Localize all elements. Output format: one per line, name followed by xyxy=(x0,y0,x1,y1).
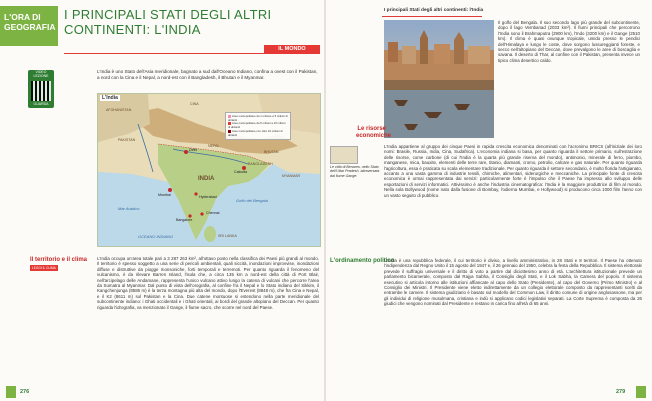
map-sea-label: OCEANO INDIANO xyxy=(138,234,174,239)
running-header: I principali Stati degli altri continenti: l'India xyxy=(384,8,484,13)
page-title: I PRINCIPALI STATI DEGLI ALTRI CONTINENTI: L'INDIA xyxy=(64,7,272,37)
map-country-label: SRI LANKA xyxy=(218,234,237,238)
intro-text: L'India è uno Stato dell'Asia meridionale, bagnato a sud dall'Oceano Indiano, confina a ovest con il Pakistan, a nord con la Cina e il Nepal, a nord-est con il Bangladesh, il Bhutan e il Myanmar. xyxy=(97,69,318,80)
politics-heading: L'ordinamento politico xyxy=(330,258,395,264)
page-number-bar xyxy=(6,386,16,398)
video-app-label: GUARDA xyxy=(33,102,49,106)
resources-caption: Le città di Benares, nello Stato dell'Uttar Pradesh, attraversata dal fiume Gange. xyxy=(330,165,380,178)
map-country-label: MYANMAR xyxy=(282,174,301,178)
photo-graphic xyxy=(384,20,494,138)
map-country-label: BANGLADESH xyxy=(248,162,273,166)
page-number-left: 276 xyxy=(20,389,30,395)
page-number-bar xyxy=(636,386,646,398)
map-country-label: PAKISTAN xyxy=(118,138,136,142)
map-city-label: Mumbai xyxy=(158,193,171,197)
video-label: VIDEO LEZIONE xyxy=(33,70,49,78)
video-lesson-badge[interactable] xyxy=(28,70,54,108)
map-city-label: Hyderabad xyxy=(199,195,217,199)
section-tag: L'ORA DI GEOGRAFIA xyxy=(0,6,58,46)
legend-item: Aree metropolitane con oltre 10 milioni di abitanti xyxy=(228,129,283,137)
page-number-right: 279 xyxy=(616,389,626,395)
politics-text: L'India è una repubblica federale, il cui territorio è diviso, a livello amministrativo, in 28 Stati e 8 territori. Il Paese ha ottenuto l'indipendenza dal Regno Unito il 15 agosto del 1947 e, il 26 gennaio del 1950, celebra la festa della Repubblica. Il sistema elettorale prevede il suffragio universale e il diritto di voto a partire dal diciottesimo anno di età. L'architettura istituzionale prevede un parlamento bicamerale, composto dal Rajya Sabha, il Consiglio degli Stati, e il Lok Sabha, la Camera del popolo. Il sistema esecutivo si articola intorno alle istituzioni affiancate al capo dello Stato (Presidente), al capo del Governo (Primo Ministro) e al Consiglio dei Ministri. Il Presidente viene eletto indirettamente da un collegio elettorale composto da rappresentanti scelti da entrambe le camere. Il sistema giudiziario è basato sul modello del Common Law, il diritto comune di origine anglosassone, ma per gli individui di religione musulmana, cristiana e indù si applicano codici legislativi separati. La Corte Suprema è composta da 26 giudici che vengono nominati dal Presidente e restano in carica fino all'età di 65 anni. xyxy=(384,258,642,307)
map-country-label: AFGHANISTAN xyxy=(106,108,132,112)
photo-side-text: Il golfo del Bengala. Il suo secondo lago più grande del subcontinente, dopo il lago Vembanad (2033 km²). Il fiumi principali che percorrono l'India sono il Brahmaputra (2900 km), l'Indo (3200 km) e il Gange (2510 km). Il clima è quasi ovunque tropicale, umido presso le pendici dell'Himalaya e lungo le coste, dove sorgono lussureggianti foreste, e secco nell'altopiano del Deccan, dove prevalgono le aree di boscaglia e savana. Il deserto di Thar, al confine con il Pakistan, presenta invece un tipico clima desertico caldo. xyxy=(498,20,640,63)
territory-heading: Il territorio e il clima xyxy=(30,257,88,263)
map-city-label: Delhi xyxy=(189,148,198,152)
map-city-label: Bangalore xyxy=(176,218,193,222)
map-country-label: BHUTAN xyxy=(264,150,279,154)
qr-code-icon xyxy=(31,81,51,101)
resources-thumbnail xyxy=(330,146,358,164)
legend-item: Aree metropolitane da 1 milione a 5 milioni di abitanti xyxy=(228,114,288,122)
resources-text: L'India appartiene al gruppo dei cinque Paesi in rapida crescita economica denominati con l'acronimo BRICS (all'iniziale dei loro nomi: Brasile, Russia, India, Cina, Sudafrica). L'economia indiana si basa, per quanto riguarda il settore primario, sull'estrazione delle risorse, come carbone (di cui l'India è la quarta più grande riserva del mondo), antimonio, minerale di ferro, piombo, manganese, mica, bauxite, elementi delle terre rare, titanio, diamanti, cromo, petrolio, calcare e gas naturale. Per quanto riguarda l'agricoltura, essa è praticata su scala elementare tradizionale. Per quanto riguarda il settore secondario, è molto florida l'artigianato, accanto a una vasta gamma di industrie tessili, chimiche, alimentari, siderurgiche e meccaniche. La principale fonte di crescita economica è ormai rappresentata dai servizi: particolarmente forte è l'impulso che il Paese ha impresso allo sviluppo delle esportazioni di servizi informatici. Attivissimo è anche l'industria cinematografica: l'India è la maggiore produttrice di film al mondo. Nella sola Bollywood (nome nato dalla fusione di Bombay, l'odierna Mumbai, e Hollywood) si producono circa 1000 film l'anno con un vasto seguito di pubblico. xyxy=(384,144,642,198)
map-legend xyxy=(225,112,291,140)
map-city-label: Calcutta xyxy=(234,170,248,174)
map-sea-label: Golfo del Bengala xyxy=(236,198,268,203)
map-title: L'India xyxy=(102,95,118,101)
header-rule xyxy=(382,16,482,17)
map-country-label: INDIA xyxy=(198,176,215,182)
map-city-label: Chennai xyxy=(206,211,220,215)
section-label: IL MONDO xyxy=(264,45,320,54)
legend-item: Aree metropolitane da 5 milioni a 10 milioni di abitanti xyxy=(228,121,286,130)
left-page xyxy=(0,0,324,401)
territory-text: L'India occupa un'area totale pari a 3 287 263 km², all'ottavo posto nella classifica dei Paesi più grandi al mondo. Il territorio è spesso soggetto a una serie di pericoli ambientali, quali siccità, inondazioni improvvise, inondazioni diffuse e distruttive da piogge monsoniche, forti temporali e terremoti. Per quanto riguarda il fenomeno del vulcanismo, è da rilevare Barren Island, l'isola che, a circa 135 km a nord-est della città di Port Blair, nell'arcipelago delle Andamane, rappresenta l'unico vulcano attivo lungo la catena di vulcani che percorre l'area da Sumatra al Myanmar. Dal punto di vista dell'orografia, al confine fra il Nepal e lo Stato indiano del Sikkim, il Kangchenjunga (8586 m) è la terza montagna più alta del mondo, dopo l'Everest (8848 m), che fra Cina e Nepal, e il K2 (8611 m) sul Pakistan e la Cina. Due catene montuose si estendono nella parte meridionale del subcontinente indiano: i Ghati occidentali e i Ghati orientali, ai bordi del grande altopiano del Deccan. Per quanto riguarda l'idrografia, va menzionato il Gange, il fiume sacro, che scorre nel nord del Paese. xyxy=(97,256,319,310)
map-sea-label: Mar Arabico xyxy=(118,206,140,211)
resources-heading: Le risorse economiche xyxy=(356,126,392,139)
map-country-label: NEPAL xyxy=(208,144,220,148)
india-map xyxy=(97,93,321,247)
map-country-label: CINA xyxy=(190,102,199,106)
varanasi-photo xyxy=(384,20,494,138)
territory-badge: LEGGI IL CLIMA xyxy=(32,266,56,270)
